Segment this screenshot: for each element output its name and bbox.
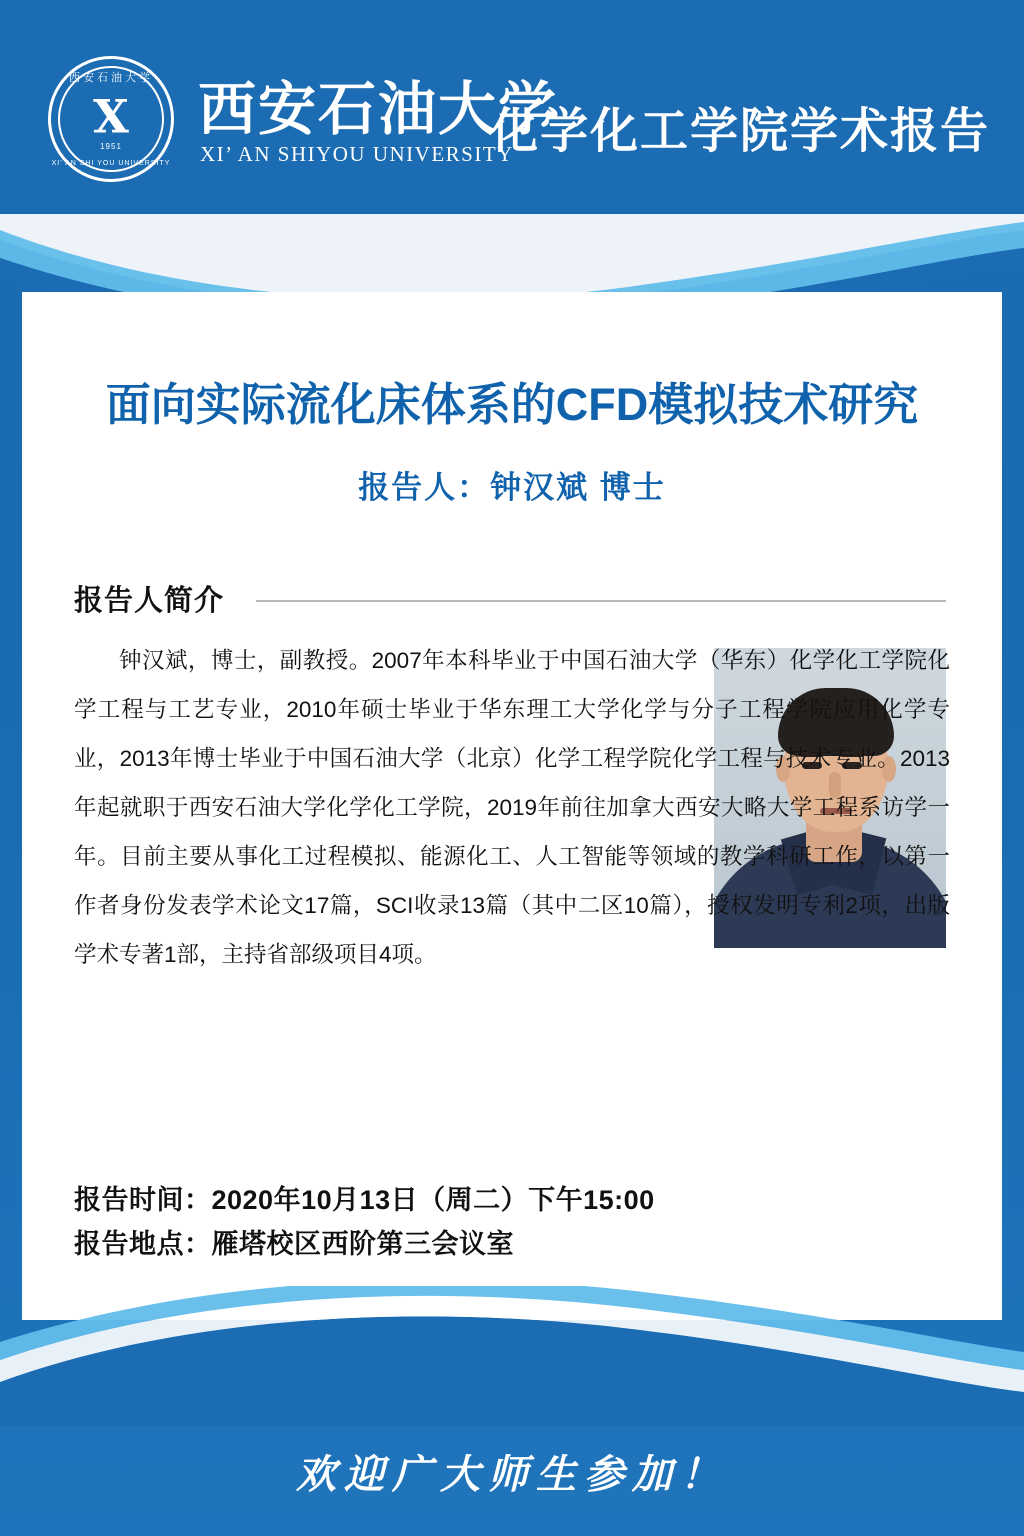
poster-header [0,0,1024,230]
seal-monogram: X [93,89,129,144]
logo-divider [198,138,518,140]
speaker-bio-paragraph: 钟汉斌，博士，副教授。2007年本科毕业于中国石油大学（华东）化学化工学院化学工程与工艺专业，2010年硕士毕业于华东理工大学化学与分子工程学院应用化学专业，2013年博士毕业于中国石油大学（北京）化学工程学院化学工程与技术专业。2013年起就职于西安石油大学化学化工学院，2019年前往加拿大西安大略大学工程系访学一年。目前主要从事化工过程模拟、能源化工、人工智能等领域的教学科研工作，以第一作者身份发表学术论文17篇，SCI收录13篇（其中二区10篇），授权发明专利2项，出版学术专著1部，主持省部级项目4项。 [74,648,950,967]
section-heading-bio: 报告人简介 [74,585,225,617]
seal-year: 1951 [100,142,122,151]
header-title: 化学化工学院学术报告 [489,105,990,158]
event-time: 报告时间：2020年10月13日（周二）下午15:00 [74,1185,655,1215]
event-info [74,1178,655,1266]
university-name-en: XI’ AN SHIYOU UNIVERSITY [200,142,514,166]
section-divider [256,600,946,602]
event-place: 报告地点：雁塔校区西阶第三会议室 [74,1229,514,1259]
speaker-label: 报告人：钟汉斌 博士 [358,470,666,505]
speaker-bio [74,636,950,979]
university-logo [48,56,559,186]
university-seal-icon [48,56,174,182]
footer-slogan: 欢迎广大师生参加！ [296,1451,728,1498]
wave-decoration-bottom [0,1286,1024,1426]
seal-arc-text-en: XI’ AN SHI YOU UNIVERSITY [51,160,171,167]
page-title: 面向实际流化床体系的CFD模拟技术研究 [105,379,919,430]
university-name-cn: 西安石油大学 [198,75,559,143]
seal-arc-text-cn: 西安石油大学 [69,71,153,84]
